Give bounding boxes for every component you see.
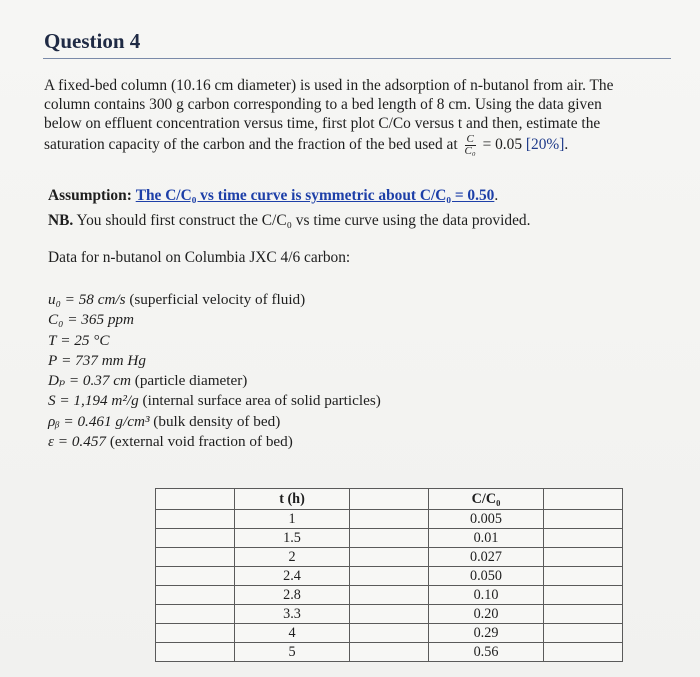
conc-cell: 0.005 <box>429 510 544 529</box>
param-row <box>48 371 381 391</box>
fraction-denominator: C₀ <box>464 144 476 157</box>
time-cell: 2.8 <box>235 586 350 605</box>
problem-statement <box>44 76 666 157</box>
time-cell: 4 <box>235 624 350 643</box>
time-cell: 2 <box>235 548 350 567</box>
fraction-numerator: C <box>466 132 474 145</box>
time-cell: 2.4 <box>235 567 350 586</box>
table-row <box>156 529 623 548</box>
param-value: = 0.37 cm <box>68 372 131 390</box>
table-row <box>156 510 623 529</box>
param-row <box>48 432 381 452</box>
param-desc: (internal surface area of solid particles) <box>142 392 381 410</box>
param-symbol: u₀ <box>48 291 61 308</box>
param-value: = 365 ppm <box>67 311 134 329</box>
c-over-c0-fraction <box>465 134 476 157</box>
parameter-list <box>48 290 381 452</box>
table-header-row <box>156 489 623 510</box>
data-heading: Data for n-butanol on Columbia JXC 4/6 carbon: <box>48 249 351 266</box>
param-symbol: ε <box>48 433 54 451</box>
nb-label: NB. <box>48 212 74 229</box>
param-value: = 0.457 <box>57 433 107 451</box>
assumption-label: Assumption: <box>48 187 132 204</box>
nb-line <box>48 212 530 230</box>
breakthrough-data-table <box>155 488 623 662</box>
conc-cell: 0.027 <box>429 548 544 567</box>
param-value: = 25 °C <box>60 331 110 349</box>
param-row <box>48 391 381 411</box>
param-desc: (external void fraction of bed) <box>109 433 293 451</box>
param-desc: (bulk density of bed) <box>153 412 281 430</box>
param-symbol: Dₚ <box>48 372 66 390</box>
param-row <box>48 412 381 432</box>
conc-cell: 0.01 <box>429 529 544 548</box>
intro-last-prefix: saturation capacity of the carbon and the fraction of the bed used at <box>44 135 458 153</box>
intro-line: A fixed-bed column (10.16 cm diameter) is used in the adsorption of n-butanol from air. The <box>44 77 614 94</box>
param-desc: (superficial velocity of fluid) <box>129 291 306 308</box>
conc-cell: 0.56 <box>429 643 544 662</box>
conc-cell: 0.050 <box>429 567 544 586</box>
intro-line: below on effluent concentration versus time, first plot C/Co versus t and then, estimate the <box>44 115 601 133</box>
conc-cell: 0.20 <box>429 605 544 624</box>
conc-cell: 0.29 <box>429 624 544 643</box>
header-time: t (h) <box>235 489 350 510</box>
param-row <box>48 351 381 371</box>
marks-percent: [20%] <box>525 135 565 153</box>
param-row <box>48 331 381 351</box>
title-divider <box>43 58 671 59</box>
time-cell: 3.3 <box>235 605 350 624</box>
param-row <box>48 290 381 310</box>
table-row <box>156 624 623 643</box>
time-cell: 1 <box>235 510 350 529</box>
param-symbol: C₀ <box>48 311 64 329</box>
param-value: = 737 mm Hg <box>61 351 146 369</box>
sentence-end: . <box>564 135 569 153</box>
header-concentration: C/C₀ <box>429 489 544 510</box>
nb-text: You should first construct the C/C₀ vs time curve using the data provided. <box>76 212 531 229</box>
intro-line: column contains 300 g carbon corresponding to a bed length of 8 cm. Using the data given <box>44 96 602 114</box>
param-symbol: P <box>48 351 58 369</box>
param-value: = 0.461 g/cm³ <box>63 412 150 430</box>
breakpoint-value: = 0.05 <box>482 135 523 153</box>
table-row <box>156 586 623 605</box>
param-value: = 1,194 m²/g <box>59 392 139 410</box>
time-cell: 1.5 <box>235 529 350 548</box>
param-desc: (particle diameter) <box>134 372 248 390</box>
table-row <box>156 567 623 586</box>
question-title: Question 4 <box>44 29 141 53</box>
table-row <box>156 548 623 567</box>
param-symbol: T <box>48 331 57 349</box>
param-value: = 58 cm/s <box>64 291 126 308</box>
param-row <box>48 310 381 330</box>
table-row <box>156 643 623 662</box>
conc-cell: 0.10 <box>429 586 544 605</box>
time-cell: 5 <box>235 643 350 662</box>
assumption-text: The C/C₀ vs time curve is symmetric about C/C₀ = 0.50 <box>135 187 495 204</box>
intro-last-line <box>44 134 666 157</box>
table-row <box>156 605 623 624</box>
assumption-end: . <box>494 187 499 204</box>
assumption-line <box>48 187 498 205</box>
param-symbol: ρᵦ <box>48 412 60 430</box>
param-symbol: S <box>48 392 56 410</box>
